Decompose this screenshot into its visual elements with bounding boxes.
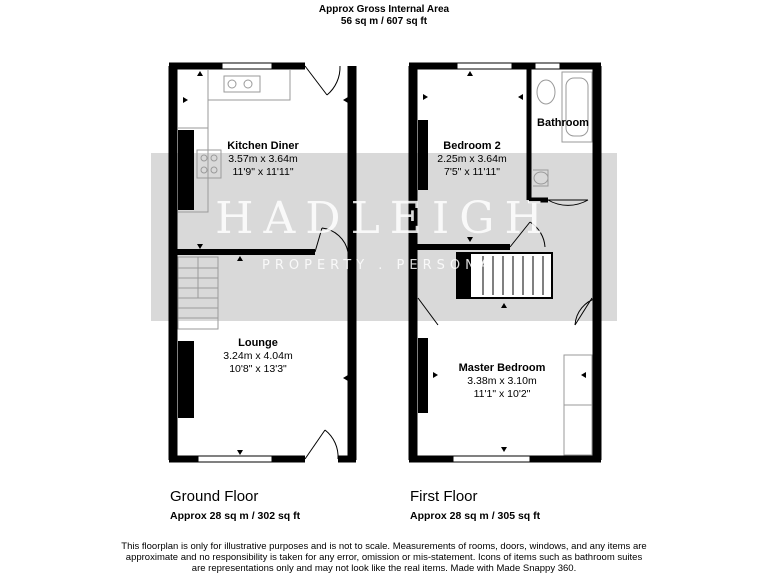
room-imperial-kitchen-diner: 11'9" x 11'11" <box>232 166 294 178</box>
ground-floor-title: Ground Floor <box>170 488 259 505</box>
room-metric-master-bedroom: 3.38m x 3.10m <box>467 375 537 387</box>
room-imperial-lounge: 10'8" x 13'3" <box>229 363 287 375</box>
disclaimer-line-1: This floorplan is only for illustrative purposes and is not to scale. Measurements of rooms, doors, windows, and any items are <box>121 541 647 552</box>
room-imperial-bedroom-2: 7'5" x 11'11" <box>443 166 501 178</box>
first-floor-area: Approx 28 sq m / 305 sq ft <box>410 510 541 522</box>
room-metric-kitchen-diner: 3.57m x 3.64m <box>228 153 298 165</box>
disclaimer-line-2: approximate and no responsibility is taken for any error, omission or mis-statement. Icons of items such as bathroom suites <box>125 552 643 563</box>
watermark-tagline: PROPERTY . PERSONAL <box>262 258 506 273</box>
front-door-leaf <box>305 66 327 95</box>
room-name-lounge: Lounge <box>238 337 278 349</box>
kitchen-counter-top <box>208 70 290 100</box>
bathroom-window <box>535 63 560 69</box>
room-name-bedroom-2: Bedroom 2 <box>443 140 501 152</box>
disclaimer-line-3: are representations only and may not look like the real items. Made with Made Snappy 360. <box>191 563 577 574</box>
kitchen-sink <box>224 76 260 92</box>
room-metric-lounge: 3.24m x 4.04m <box>223 350 293 362</box>
watermark-brand: HADLEIGH <box>215 193 553 244</box>
lounge-window <box>198 456 272 462</box>
bathroom-basin <box>537 80 555 104</box>
room-name-bathroom: Bathroom <box>537 117 589 129</box>
kitchen-window <box>222 63 272 69</box>
area-title: Approx Gross Internal Area <box>318 4 450 15</box>
room-imperial-master-bedroom: 11'1" x 10'2" <box>473 388 531 400</box>
room-name-master-bedroom: Master Bedroom <box>458 362 546 374</box>
bedroom2-window <box>457 63 512 69</box>
master-window <box>453 456 530 462</box>
ground-floor-area: Approx 28 sq m / 302 sq ft <box>170 510 301 522</box>
front-door-swing <box>327 66 340 95</box>
area-total: 56 sq m / 607 sq ft <box>340 16 428 27</box>
room-metric-bedroom-2: 2.25m x 3.64m <box>437 153 507 165</box>
first-floor-title: First Floor <box>410 488 478 505</box>
room-name-kitchen-diner: Kitchen Diner <box>227 140 299 152</box>
lounge-chimney <box>178 341 194 418</box>
